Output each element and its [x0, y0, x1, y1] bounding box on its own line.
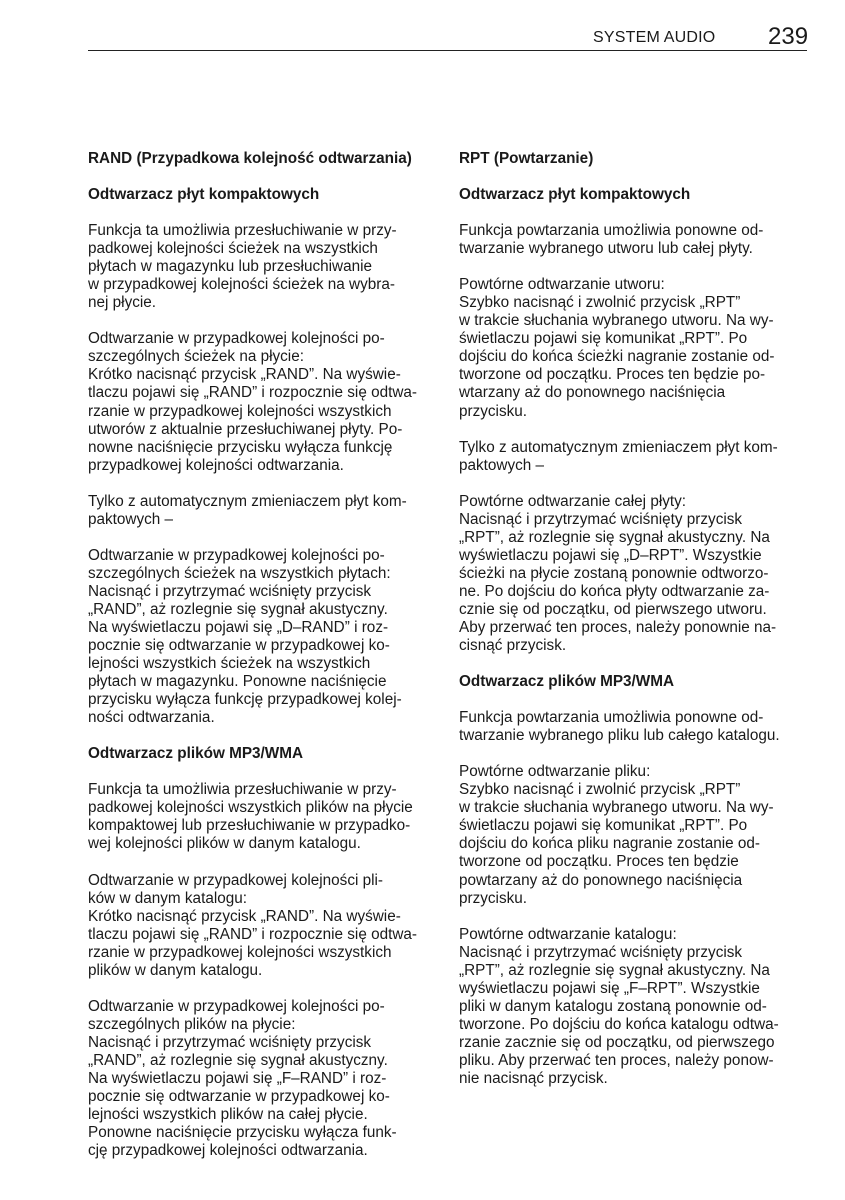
page-number: 239 [768, 23, 809, 50]
body-paragraph: Odtwarzanie w przypadkowej kolejności pli- ków w danym katalogu: Krótko nacisnąć przycisk „RAND”. Na wyświe- tlaczu pojawi się „RAND” i rozpocznie się odtwa- rzanie w przypadkowej kolejności wszystkich plików w danym katalogu. [88, 871, 418, 979]
body-paragraph: Funkcja ta umożliwia przesłuchiwanie w przy- padkowej kolejności wszystkich plików na płycie kompaktowej lub przesłuchiwanie w przypadko- wej kolejności plików w danym katalogu. [88, 781, 413, 853]
section-title: SYSTEM AUDIO [593, 29, 716, 46]
section-heading: Odtwarzacz płyt kompaktowych [459, 186, 691, 204]
header-divider [88, 50, 807, 51]
body-paragraph: Powtórne odtwarzanie katalogu: Nacisnąć i przytrzymać wciśnięty przycisk „RPT”, aż rozlegnie się sygnał akustyczny. Na wyświetlaczu pojawi się „F–RPT”. Wszystkie pliki w danym katalogu zostaną ponownie od- tworzone. Po dojściu do końca katalogu odtwa- rzanie zacznie się od początku, od pierwszego pliku. Aby przerwać ten proces, należy ponow- nie nacisnąć przycisk. [459, 925, 779, 1087]
body-paragraph: Funkcja ta umożliwia przesłuchiwanie w przy- padkowej kolejności ścieżek na wszystkich płytach w magazynku lub przesłuchiwanie w przypadkowej kolejności ścieżek na wybra- nej płycie. [88, 222, 397, 312]
body-paragraph: Powtórne odtwarzanie pliku: Szybko nacisnąć i zwolnić przycisk „RPT” w trakcie słuchania wybranego utworu. Na wy- świetlaczu pojawi się komunikat „RPT”. Po dojściu do końca pliku nagranie zostanie od- tworzone od początku. Proces ten będzie powtarzany aż do ponownego naciśnięcia przycisku. [459, 763, 774, 907]
right-column [459, 150, 809, 1106]
body-paragraph: Odtwarzanie w przypadkowej kolejności po- szczególnych plików na płycie: Nacisnąć i przytrzymać wciśnięty przycisk „RAND”, aż rozlegnie się sygnał akustyczny. Na wyświetlaczu pojawi się „F–RAND” i roz- pocznie się odtwarzanie w przypadkowej ko- lejności wszystkich plików na całej płycie. Ponowne naciśnięcie przycisku wyłącza funk- cję przypadkowej kolejności odtwarzania. [88, 997, 397, 1160]
body-paragraph: Tylko z automatycznym zmieniaczem płyt kom- paktowych – [459, 438, 778, 474]
section-heading: Odtwarzacz plików MP3/WMA [459, 673, 675, 691]
section-heading: Odtwarzacz plików MP3/WMA [88, 745, 304, 763]
body-paragraph: Tylko z automatycznym zmieniaczem płyt kom- paktowych – [88, 492, 407, 528]
body-paragraph: Odtwarzanie w przypadkowej kolejności po- szczególnych ścieżek na płycie: Krótko nacisnąć przycisk „RAND”. Na wyświe- tlaczu pojawi się „RAND” i rozpocznie się odtwa- rzanie w przypadkowej kolejności wszystkich utworów z aktualnie przesłuchiwanej płyty. Po- nowne naciśnięcie przycisku wyłącza funkcję przypadkowej kolejności odtwarzania. [88, 330, 418, 474]
left-column [88, 150, 438, 1178]
body-paragraph: Powtórne odtwarzanie utworu: Szybko nacisnąć i zwolnić przycisk „RPT” w trakcie słuchania wybranego utworu. Na wy- świetlaczu pojawi się komunikat „RPT”. Po dojściu do końca ścieżki nagranie zostanie od- tworzone od początku. Proces ten będzie po- wtarzany aż do ponownego naciśnięcia przycisku. [459, 276, 775, 420]
section-heading: Odtwarzacz płyt kompaktowych [88, 186, 320, 204]
section-heading: RAND (Przypadkowa kolejność odtwarzania) [88, 150, 412, 167]
section-heading: RPT (Powtarzanie) [459, 150, 594, 167]
body-paragraph: Funkcja powtarzania umożliwia ponowne od- twarzanie wybranego utworu lub całej płyty. [459, 222, 764, 258]
body-paragraph: Odtwarzanie w przypadkowej kolejności po- szczególnych ścieżek na wszystkich płytach: Nacisnąć i przytrzymać wciśnięty przycisk „RAND”, aż rozlegnie się sygnał akustyczny. Na wyświetlaczu pojawi się „D–RAND” i roz- pocznie się odtwarzanie w przypadkowej ko- lejności wszystkich ścieżek na wszystkich płytach w magazynku. Ponowne naciśnięcie przycisku wyłącza funkcję przypadkowej kolej- ności odtwarzania. [88, 546, 402, 727]
body-paragraph: Powtórne odtwarzanie całej płyty: Nacisnąć i przytrzymać wciśnięty przycisk „RPT”, aż rozlegnie się sygnał akustyczny. Na wyświetlaczu pojawi się „D–RPT”. Wszystkie ścieżki na płycie zostaną ponownie odtworzo- ne. Po dojściu do końca płyty odtwarzanie za- cznie się od początku, od pierwszego utworu. Aby przerwać ten proces, należy ponownie na- cisnąć przycisk. [459, 492, 777, 655]
body-paragraph: Funkcja powtarzania umożliwia ponowne od- twarzanie wybranego pliku lub całego katalogu. [459, 709, 780, 745]
